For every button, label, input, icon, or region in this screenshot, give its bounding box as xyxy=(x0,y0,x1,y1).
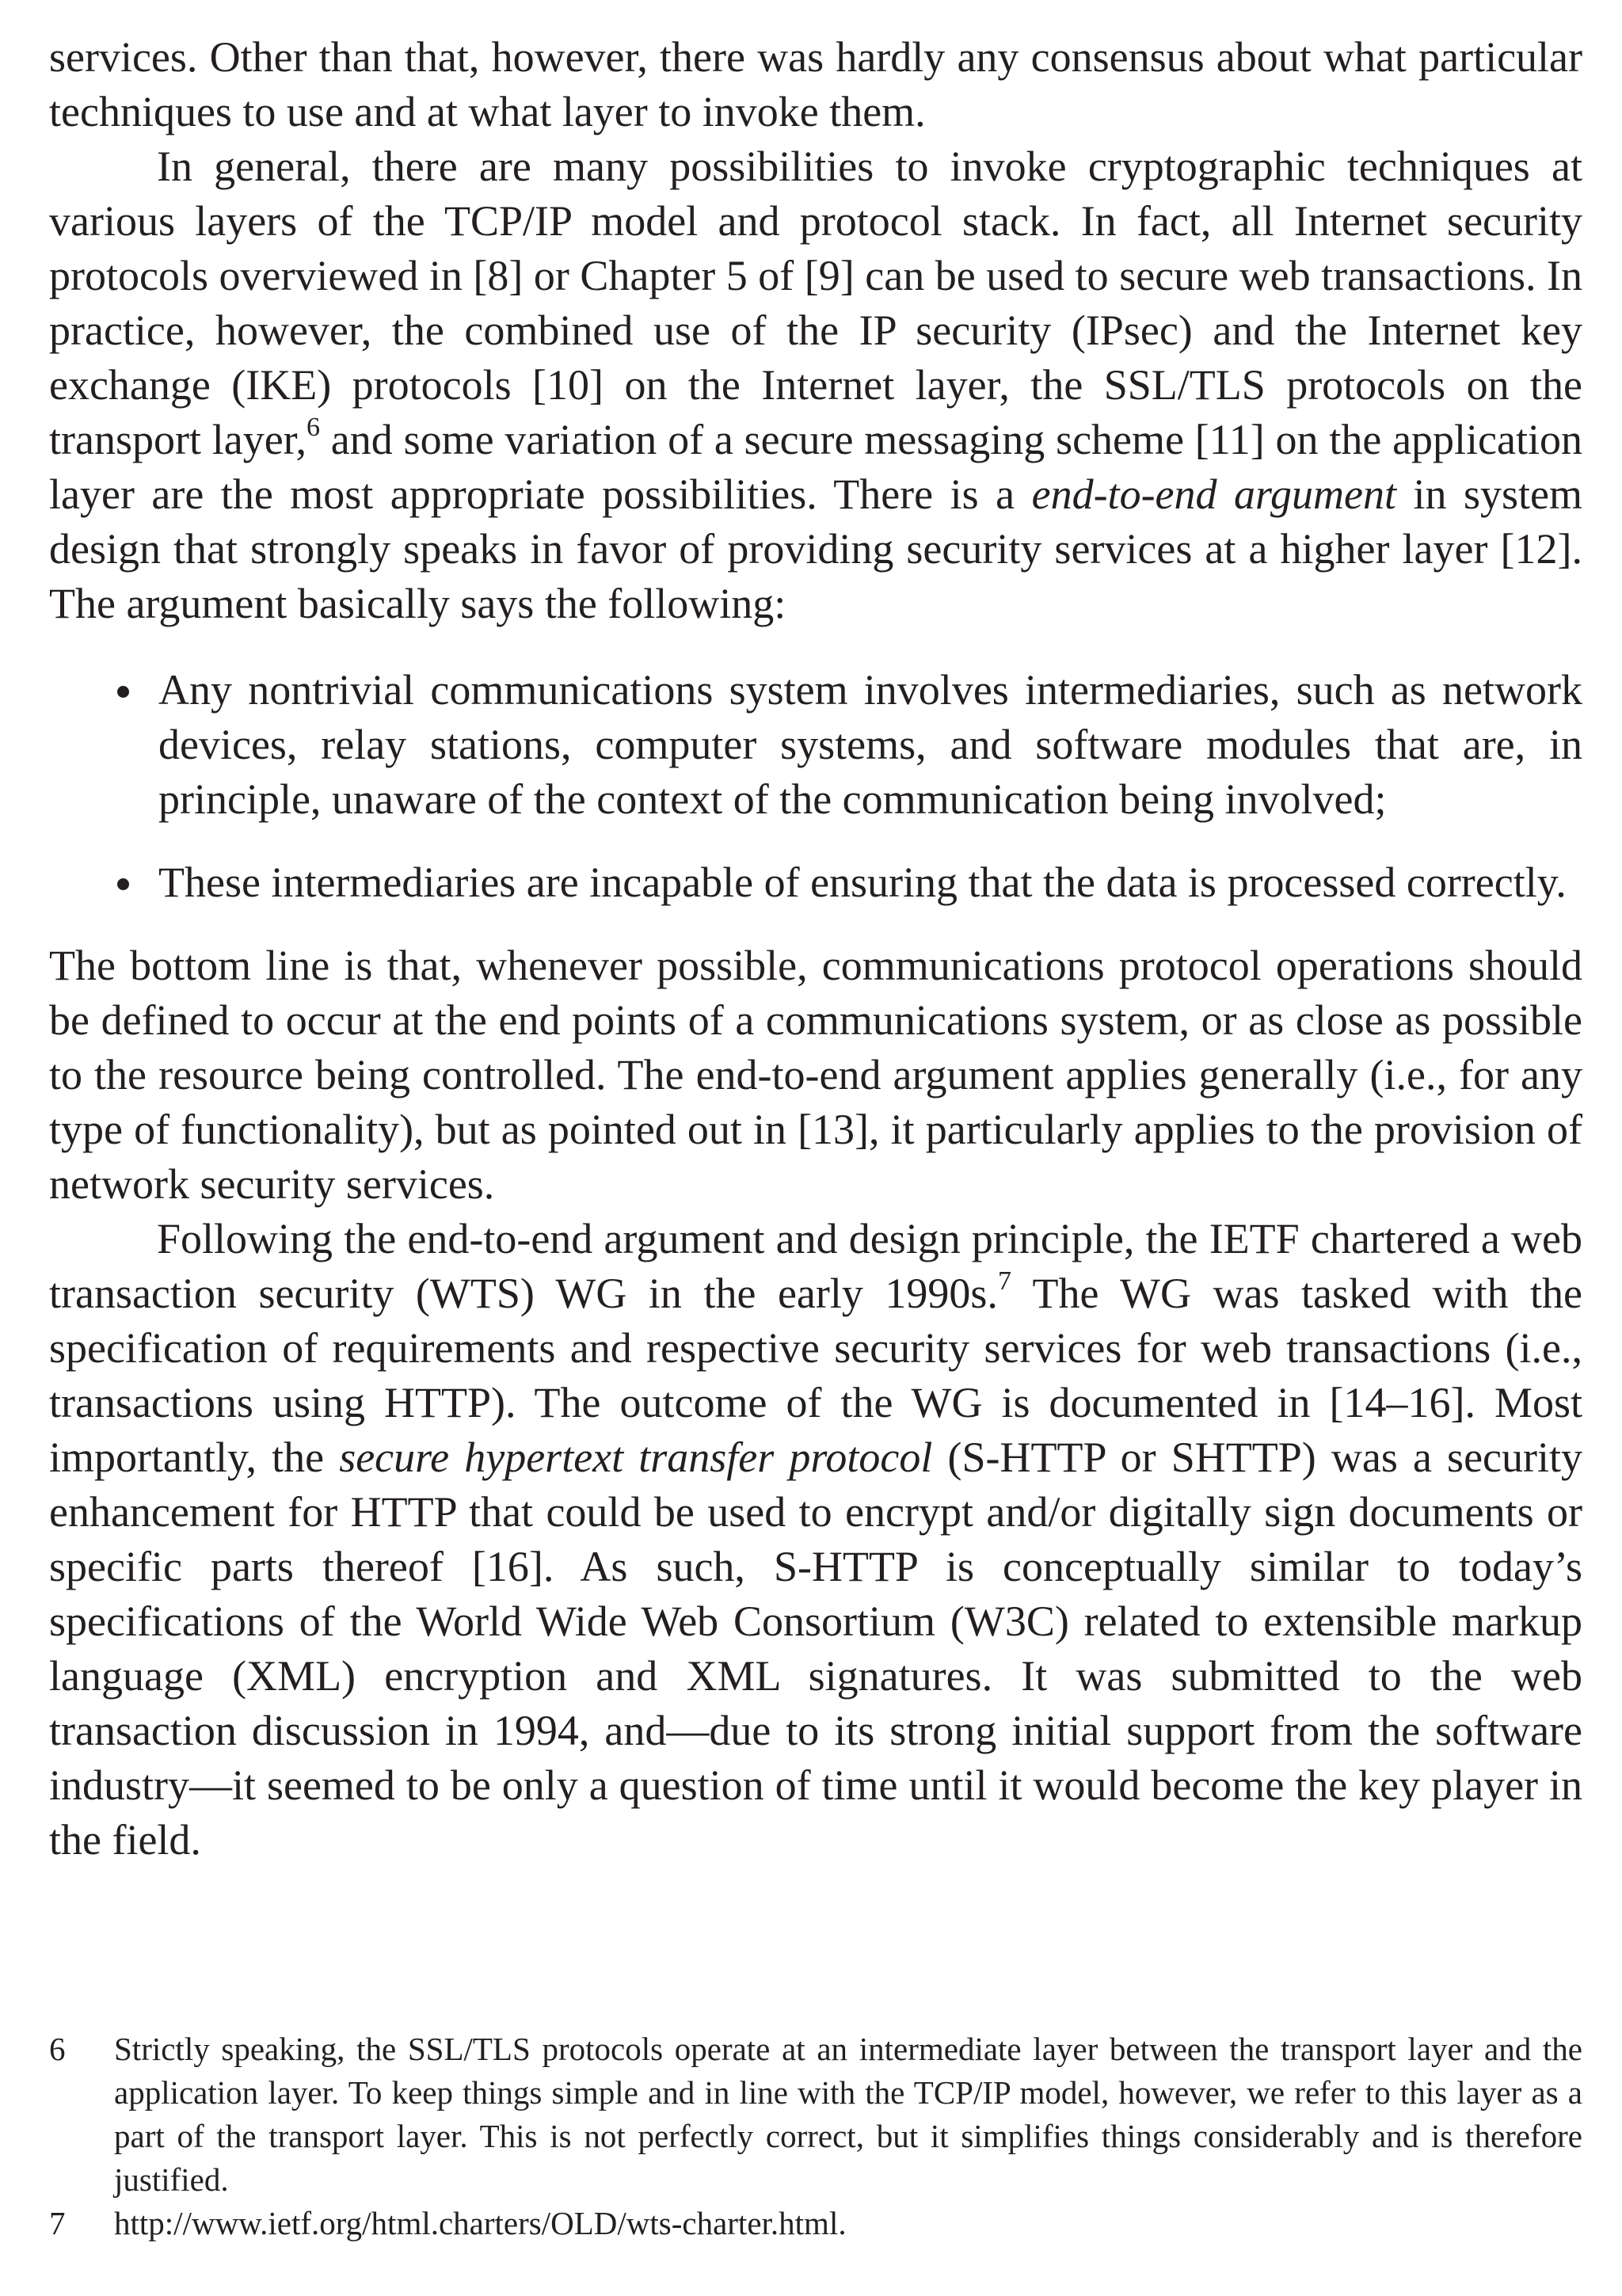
list-item-text: Any nontrivial communications system involves intermediaries, such as network devices, relay stations, computer systems, and software modules that are, in principle, unaware of the context of the communication being involved; xyxy=(158,666,1582,823)
paragraph-text: and some variation of a secure messaging scheme [11] on the application layer are the most appropriate possibilities. There is a xyxy=(49,416,1583,518)
paragraph-text: In general, there are many possibilities to invoke cryptographic techniques at various layers of the TCP/IP model and protocol stack. In fact, all Internet security protocols overviewed in [8] or Chapter 5 of [9] can be used to secure web transactions. In practice, however, the combined use of the IP security (IPsec) and the Internet key exchange (IKE) protocols [10] on the Internet layer, the SSL/TLS protocols on the transport layer, xyxy=(49,143,1582,463)
footnote-text: Strictly speaking, the SSL/TLS protocols operate at an intermediate layer between the transport layer and the application layer. To keep things simple and in line with the TCP/IP model, however, we refer to this layer as a part of the transport layer. This is not perfectly correct, but it simplifies things considerably and is therefore justified. xyxy=(114,2031,1582,2198)
paragraph-bottom-line: The bottom line is that, whenever possible, communications protocol operations should be defined to occur at the end points of a communications system, or as close as possible to the resource being controlled. The end-to-end argument applies generally (i.e., for any type of functionality), but as pointed out in [13], it particularly applies to the provision of network security services. xyxy=(49,942,1582,1208)
paragraph-text: Following the end-to-end argument and design principle, the IETF chartered a web transaction security (WTS) WG in the early 1990s. xyxy=(49,1215,1582,1317)
list-item-text: These intermediaries are incapable of ensuring that the data is processed correctly. xyxy=(158,859,1567,906)
bullet-icon xyxy=(117,878,129,890)
footnote-reference-7[interactable]: 7 xyxy=(997,1266,1011,1296)
paragraph-continued: services. Other than that, however, there was hardly any consensus about what particular techniques to use and at what layer to invoke them. xyxy=(49,33,1582,135)
paragraph-cryptographic-layers xyxy=(49,139,1582,631)
footnote-number: 7 xyxy=(49,2205,66,2241)
footnotes xyxy=(49,2028,1582,2245)
paragraph-wts-working-group xyxy=(49,1212,1582,1868)
page-body xyxy=(49,30,1582,1868)
footnote-6 xyxy=(49,2028,1582,2202)
bullet-list xyxy=(49,663,1582,910)
footnote-reference-6[interactable]: 6 xyxy=(307,413,321,442)
paragraph-text: (S-HTTP or SHTTP) was a security enhancement for HTTP that could be used to encrypt and/or digitally sign documents or specific parts thereof [16]. As such, S-HTTP is conceptually similar to today’s specifications of the World Wide Web Consortium (W3C) related to extensible markup language (XML) encryption and XML signatures. It was submitted to the web transaction discussion in 1994, and—due to its strong initial support from the software industry—it seemed to be only a question of time until it would become the key player in the field. xyxy=(49,1434,1582,1864)
list-item xyxy=(49,663,1582,827)
footnote-number: 6 xyxy=(49,2031,66,2067)
footnote-link[interactable]: http://www.ietf.org/html.charters/OLD/wts-charter.html. xyxy=(114,2205,847,2241)
paragraph-text: The WG was tasked with the specification of requirements and respective security services for web transactions (i.e., transactions using HTTP). The outcome of the WG is documented in [14–16]. Most importantly, the xyxy=(49,1270,1583,1481)
bullet-icon xyxy=(117,686,129,698)
paragraph-text: in system design that strongly speaks in favor of providing security services at a higher layer [12]. The argument basically says the following: xyxy=(49,470,1582,627)
footnote-7 xyxy=(49,2202,1582,2245)
emphasis-shttp: secure hypertext transfer protocol xyxy=(339,1434,933,1481)
emphasis-end-to-end-argument: end-to-end argument xyxy=(1031,470,1396,518)
list-item xyxy=(49,855,1582,910)
